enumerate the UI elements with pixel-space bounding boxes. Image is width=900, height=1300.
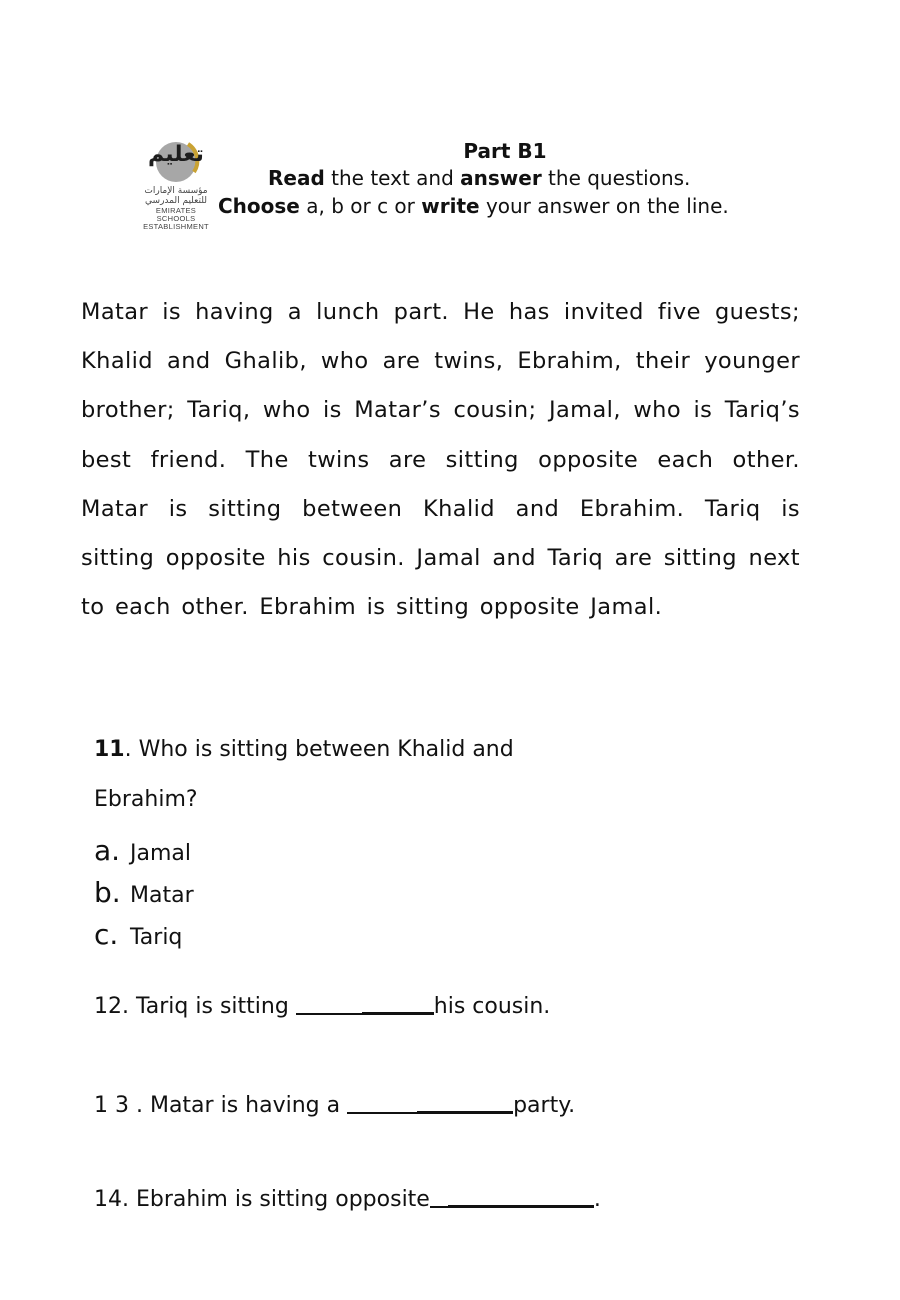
option-b[interactable]	[94, 876, 194, 909]
option-c[interactable]	[94, 918, 182, 951]
option-letter: b.	[94, 876, 121, 909]
instruction-line-2: Choose a, b or c or write your answer on the line.	[218, 194, 729, 218]
logo-arabic-name: تعليم	[148, 142, 204, 167]
question-13: 1 3 . Matar is having a party.	[94, 1093, 576, 1118]
answer-blank-14[interactable]	[430, 1189, 594, 1191]
logo-arabic-subtitle: مؤسسة الإمارات للتعليم المدرسي	[144, 186, 208, 206]
option-text: Tariq	[130, 925, 183, 950]
option-letter: a.	[94, 834, 121, 867]
answer-blank-13[interactable]	[347, 1095, 513, 1097]
question-11-continuation: Ebrahim?	[94, 787, 198, 812]
part-title: Part B1	[463, 139, 547, 163]
question-11: 11. Who is sitting between Khalid and	[94, 737, 514, 762]
instruction-line-1: Read the text and answer the questions.	[268, 166, 691, 190]
option-text: Jamal	[130, 841, 191, 866]
reading-passage: Matar is having a lunch part. He has invited five guests; Khalid and Ghalib, who are twins, Ebrahim, their younger brother; Tariq, who is Matar’s cousin; Jamal, who is Tariq’s best friend. The twins are sitting opposite each other. Matar is sitting between Khalid and Ebrahim. Tariq is sitting opposite his cousin. Jamal and Tariq are sitting next to each other. Ebrahim is sitting opposite Jamal.	[81, 299, 800, 621]
answer-blank-12[interactable]	[296, 996, 434, 998]
option-text: Matar	[130, 883, 194, 908]
option-letter: c.	[94, 918, 119, 951]
question-14: 14. Ebrahim is sitting opposite .	[94, 1187, 601, 1212]
option-a[interactable]	[94, 834, 191, 867]
question-12: 12. Tariq is sitting his cousin.	[94, 994, 551, 1019]
emirates-schools-logo	[136, 138, 216, 231]
logo-english-subtitle: EMIRATES SCHOOLS ESTABLISHMENT	[143, 206, 209, 231]
question-number: 11	[94, 737, 125, 762]
